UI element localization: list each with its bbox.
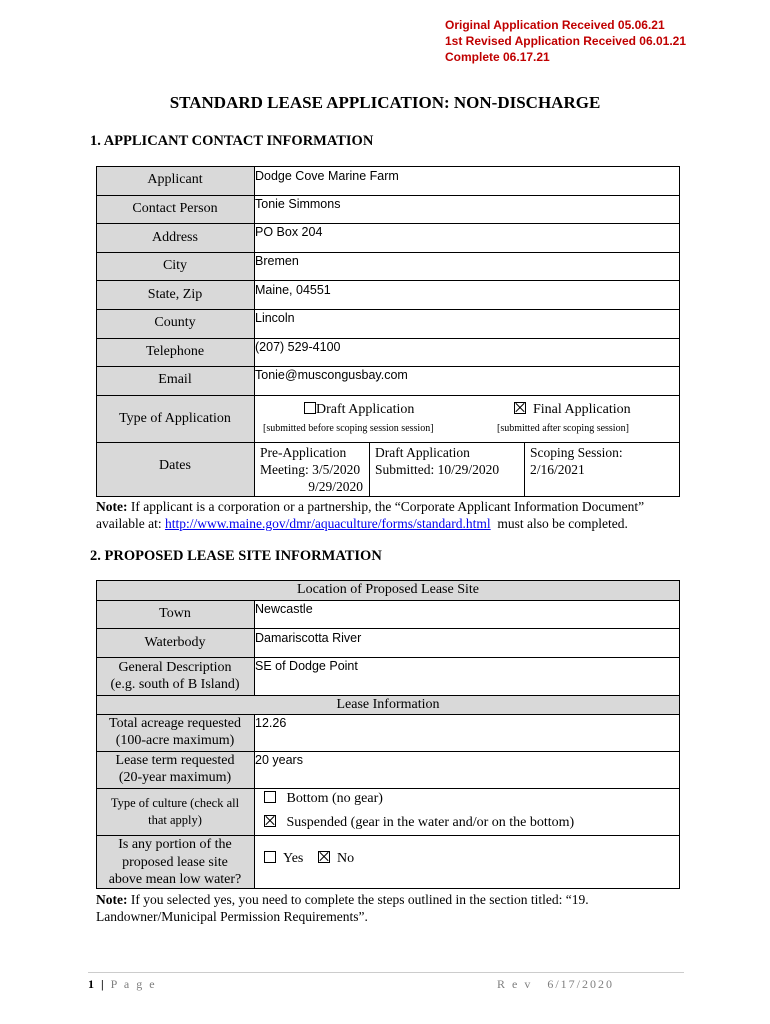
draft-application-sub: [submitted before scoping session session] bbox=[263, 423, 434, 434]
field-general-description[interactable]: SE of Dodge Point bbox=[255, 659, 358, 673]
page-word: P a g e bbox=[110, 977, 157, 991]
note-text: Landowner/Municipal Permission Requirements”. bbox=[96, 909, 368, 924]
footer-divider bbox=[88, 972, 684, 973]
note-text: If you selected yes, you need to complete the steps outlined in the section titled: “19. bbox=[127, 892, 589, 907]
draft-submitted-date[interactable] bbox=[375, 444, 499, 478]
acreage-line1: Total acreage requested bbox=[109, 716, 241, 731]
draft-application-label: Draft Application bbox=[316, 402, 415, 417]
section1-note bbox=[96, 498, 696, 532]
draft-application-checkbox[interactable] bbox=[304, 402, 316, 414]
pre-app-line3: 9/29/2020 bbox=[308, 479, 363, 494]
field-waterbody[interactable]: Damariscotta River bbox=[255, 631, 362, 645]
label-lease-term bbox=[96, 752, 254, 786]
no-checkbox[interactable] bbox=[318, 851, 330, 863]
bottom-culture-option[interactable] bbox=[264, 791, 383, 807]
yes-label: Yes bbox=[283, 851, 304, 866]
label-city: City bbox=[162, 258, 188, 273]
suspended-culture-checkbox[interactable] bbox=[264, 815, 276, 827]
section2-heading: 2. PROPOSED LEASE SITE INFORMATION bbox=[90, 548, 382, 564]
gen-desc-line1: General Description bbox=[118, 660, 232, 675]
label-town: Town bbox=[159, 606, 191, 621]
field-email[interactable]: Tonie@muscongusbay.com bbox=[255, 368, 408, 382]
header-note: 1st Revised Application Received 06.01.21 bbox=[445, 34, 687, 48]
final-application-sub: [submitted after scoping session] bbox=[497, 423, 629, 434]
label-state-zip: State, Zip bbox=[147, 287, 203, 302]
header-note: Complete 06.17.21 bbox=[445, 50, 550, 64]
label-contact-person: Contact Person bbox=[132, 201, 218, 216]
suspended-culture-label: Suspended (gear in the water and/or on the bottom) bbox=[286, 815, 575, 830]
standard-forms-link[interactable]: http://www.maine.gov/dmr/aquaculture/forms/standard.html bbox=[164, 516, 491, 531]
label-general-description bbox=[96, 659, 254, 693]
label-applicant: Applicant bbox=[147, 172, 203, 187]
field-telephone[interactable]: (207) 529-4100 bbox=[255, 340, 341, 354]
term-line1: Lease term requested bbox=[115, 753, 235, 768]
final-application-checkbox[interactable] bbox=[514, 402, 526, 414]
header-note: Original Application Received 05.06.21 bbox=[445, 18, 665, 32]
page-title: STANDARD LEASE APPLICATION: NON-DISCHARGE bbox=[169, 93, 601, 112]
label-type-of-application: Type of Application bbox=[119, 411, 231, 426]
final-application-label: Final Application bbox=[533, 402, 631, 417]
field-county[interactable]: Lincoln bbox=[255, 311, 295, 325]
above-water-yes-option[interactable] bbox=[264, 851, 303, 867]
contact-table bbox=[96, 166, 680, 497]
field-state-zip[interactable]: Maine, 04551 bbox=[255, 283, 331, 297]
page-num: 1 bbox=[88, 977, 96, 991]
scoping-line2: 2/16/2021 bbox=[530, 462, 585, 477]
label-county: County bbox=[154, 315, 196, 330]
suspended-culture-option[interactable] bbox=[264, 815, 574, 831]
label-above-mean-low-water bbox=[96, 836, 254, 889]
lease-site-table bbox=[96, 580, 680, 889]
draft-line1: Draft Application bbox=[375, 445, 470, 460]
section1-heading: 1. APPLICANT CONTACT INFORMATION bbox=[90, 133, 374, 149]
header-notes bbox=[445, 17, 686, 65]
field-address[interactable]: PO Box 204 bbox=[255, 225, 323, 239]
label-waterbody: Waterbody bbox=[144, 635, 206, 650]
draft-line2: Submitted: 10/29/2020 bbox=[375, 462, 500, 477]
pre-app-line1: Pre-Application bbox=[260, 445, 347, 460]
above-water-no-option[interactable] bbox=[318, 851, 354, 867]
section2-note bbox=[96, 891, 696, 925]
above-line2: proposed lease site bbox=[122, 854, 228, 870]
note-text: available at: bbox=[96, 516, 165, 531]
acreage-line2: (100-acre maximum) bbox=[115, 733, 235, 748]
scoping-line1: Scoping Session: bbox=[530, 445, 623, 460]
lease-info-header: Lease Information bbox=[336, 697, 440, 712]
location-header: Location of Proposed Lease Site bbox=[297, 582, 479, 597]
yes-checkbox[interactable] bbox=[264, 851, 276, 863]
note-label: Note: bbox=[96, 892, 128, 907]
scoping-session-date[interactable] bbox=[530, 444, 623, 478]
label-email: Email bbox=[158, 372, 192, 387]
field-lease-term[interactable]: 20 years bbox=[255, 753, 303, 767]
note-text: must also be completed. bbox=[490, 516, 628, 531]
label-address: Address bbox=[152, 230, 198, 245]
pre-app-line2: Meeting: 3/5/2020 bbox=[260, 462, 361, 477]
pre-application-date[interactable] bbox=[260, 444, 363, 495]
final-application-option[interactable] bbox=[514, 402, 631, 418]
no-label: No bbox=[337, 851, 355, 866]
label-culture-type bbox=[96, 795, 254, 829]
label-telephone: Telephone bbox=[145, 344, 205, 359]
gen-desc-line2: (e.g. south of B Island) bbox=[110, 677, 240, 692]
above-line3: above mean low water? bbox=[108, 872, 242, 887]
label-acreage bbox=[96, 715, 254, 749]
label-dates: Dates bbox=[159, 458, 191, 473]
note-text: If applicant is a corporation or a partnership, the “Corporate Applicant Information Document” bbox=[127, 499, 645, 514]
term-line2: (20-year maximum) bbox=[118, 770, 232, 785]
draft-application-option[interactable] bbox=[304, 402, 414, 418]
field-city[interactable]: Bremen bbox=[255, 254, 299, 268]
page-number: 1 | P a g e bbox=[88, 977, 157, 991]
bottom-culture-label: Bottom (no gear) bbox=[286, 791, 383, 806]
bottom-culture-checkbox[interactable] bbox=[264, 791, 276, 803]
revision-date: R e v 6/17/2020 bbox=[497, 977, 614, 991]
culture-line1: Type of culture (check all bbox=[110, 796, 240, 810]
field-town[interactable]: Newcastle bbox=[255, 602, 313, 616]
above-line1: Is any portion of the bbox=[118, 837, 232, 852]
field-applicant[interactable]: Dodge Cove Marine Farm bbox=[255, 169, 399, 183]
field-acreage[interactable]: 12.26 bbox=[255, 716, 287, 730]
culture-line2: that apply) bbox=[148, 813, 202, 827]
field-contact-person[interactable]: Tonie Simmons bbox=[255, 197, 341, 211]
note-label: Note: bbox=[96, 499, 128, 514]
